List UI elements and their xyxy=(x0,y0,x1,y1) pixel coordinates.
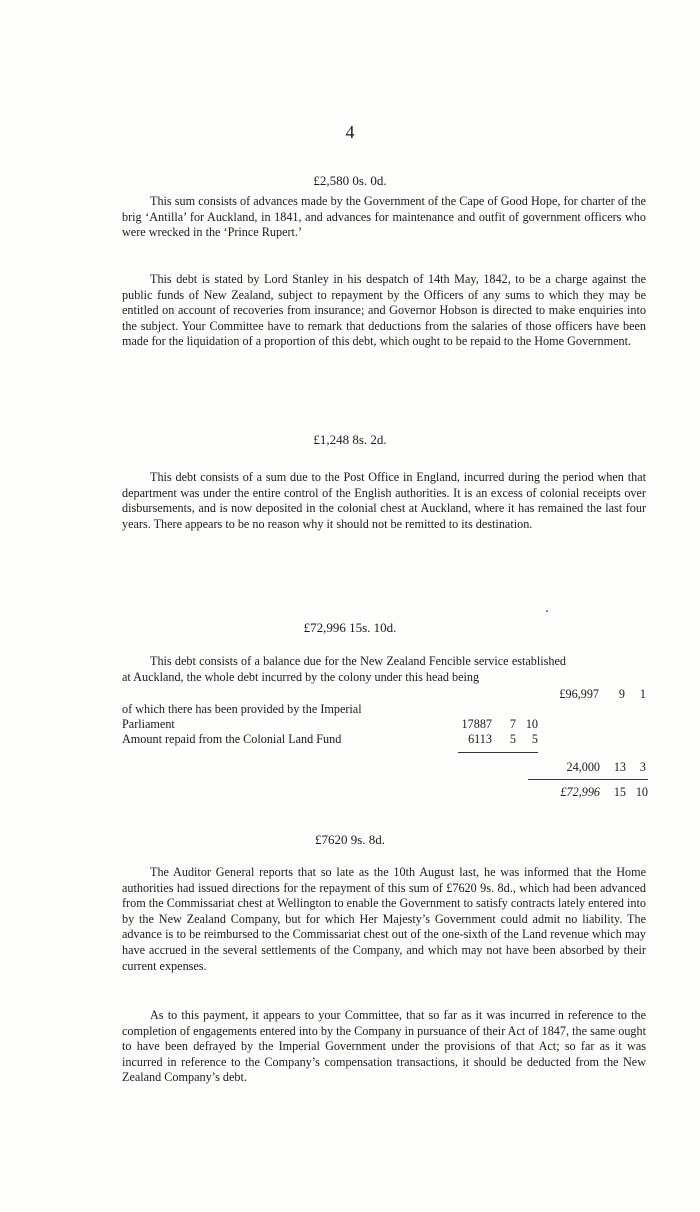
balance-pounds: £72,996 xyxy=(560,785,600,799)
ledger-line-shillings: 5 xyxy=(509,732,516,746)
ledger-table xyxy=(122,654,652,844)
ledger-line-pence: 5 xyxy=(531,732,538,746)
ledger-rule xyxy=(458,752,538,753)
total-incurred-pence: 1 xyxy=(639,687,646,701)
balance-pence: 10 xyxy=(635,785,648,799)
balance-shillings: 15 xyxy=(613,785,626,799)
subtotal-shillings: 13 xyxy=(613,760,626,774)
ledger-line-label: Amount repaid from the Colonial Land Fund xyxy=(122,732,342,746)
section-4-paragraph-2: As to this payment, it appears to your Committee, that so far as it was incurred in reference to the completion of engagements entered into by the Company in pursuance of their Act of 1847, the same ought to have been defrayed by the Imperial Government under the provisions of that Act; so far as it was incurred in reference to the Company’s compensation transactions, it should be deducted from the New Zealand Company’s debt. xyxy=(122,1008,646,1085)
subtotal-pence: 3 xyxy=(639,760,646,774)
ledger-line-pounds: 6113 xyxy=(468,732,492,746)
ledger-rule xyxy=(528,779,648,780)
section-heading-1: £2,580 0s. 0d. xyxy=(313,173,387,188)
section-4-paragraph-1: The Auditor General reports that so late as the 10th August last, he was informed that the Home authorities had issued directions for the repayment of this sum of £7620 9s. 8d., which had been advanced from the Commissariat chest at Wellington to enable the Government to satisfy contracts lately entered into by the New Zealand Company, but for which Her Majesty’s Government could admit no liability. The advance is to be reimbursed to the Commissariat chest out of the one-sixth of the Land revenue which may have accrued in the several settlements of the Company, and which may not have been absorbed by their current expenses. xyxy=(122,865,646,973)
section-2-paragraph-1: This debt consists of a sum due to the Post Office in England, incurred during the period when that department was under the entire control of the English authorities. It is an excess of colonial receipts over disbursements, and is now deposited in the colonial chest at Auckland, where it has remained the last four years. There appears to be no reason why it should not be remitted to its destination. xyxy=(122,470,646,531)
margin-mark xyxy=(546,610,548,612)
total-incurred-pounds: £96,997 xyxy=(559,687,599,701)
ledger-line-pence: 10 xyxy=(525,717,538,731)
page-number: 4 xyxy=(345,122,355,142)
ledger-line-pounds: 17887 xyxy=(461,717,492,731)
ledger-line-label: Parliament xyxy=(122,717,175,731)
ledger-line-label: of which there has been provided by the Imperial xyxy=(122,702,362,716)
section-1-paragraph-1: This sum consists of advances made by the Government of the Cape of Good Hope, for charter of the brig ‘Antilla’ for Auckland, in 1841, and advances for maintenance and outfit of government officers who were wrecked in the ‘Prince Rupert.’ xyxy=(122,194,646,240)
section-heading-3: £72,996 15s. 10d. xyxy=(303,620,397,635)
section-heading-4: £7620 9s. 8d. xyxy=(314,832,386,847)
section-heading-2: £1,248 8s. 2d. xyxy=(313,432,387,447)
ledger-line-shillings: 7 xyxy=(509,717,516,731)
section-1-paragraph-2: This debt is stated by Lord Stanley in his despatch of 14th May, 1842, to be a charge against the public funds of New Zealand, subject to repayment by the Officers of any sums to which they may be entitled on account of recoveries from insurance; and Governor Hobson is directed to make enquiries into the subject. Your Committee have to remark that deductions from the salaries of those officers have been made for the liquidation of a proportion of this debt, which ought to be repaid to the Home Government. xyxy=(122,272,646,349)
total-incurred-shillings: 9 xyxy=(618,687,625,701)
subtotal-pounds: 24,000 xyxy=(566,760,600,774)
ledger-intro: This debt consists of a balance due for the New Zealand Fencible service established at Auckland, the whole debt incurred by the colony under this head being xyxy=(122,654,566,684)
